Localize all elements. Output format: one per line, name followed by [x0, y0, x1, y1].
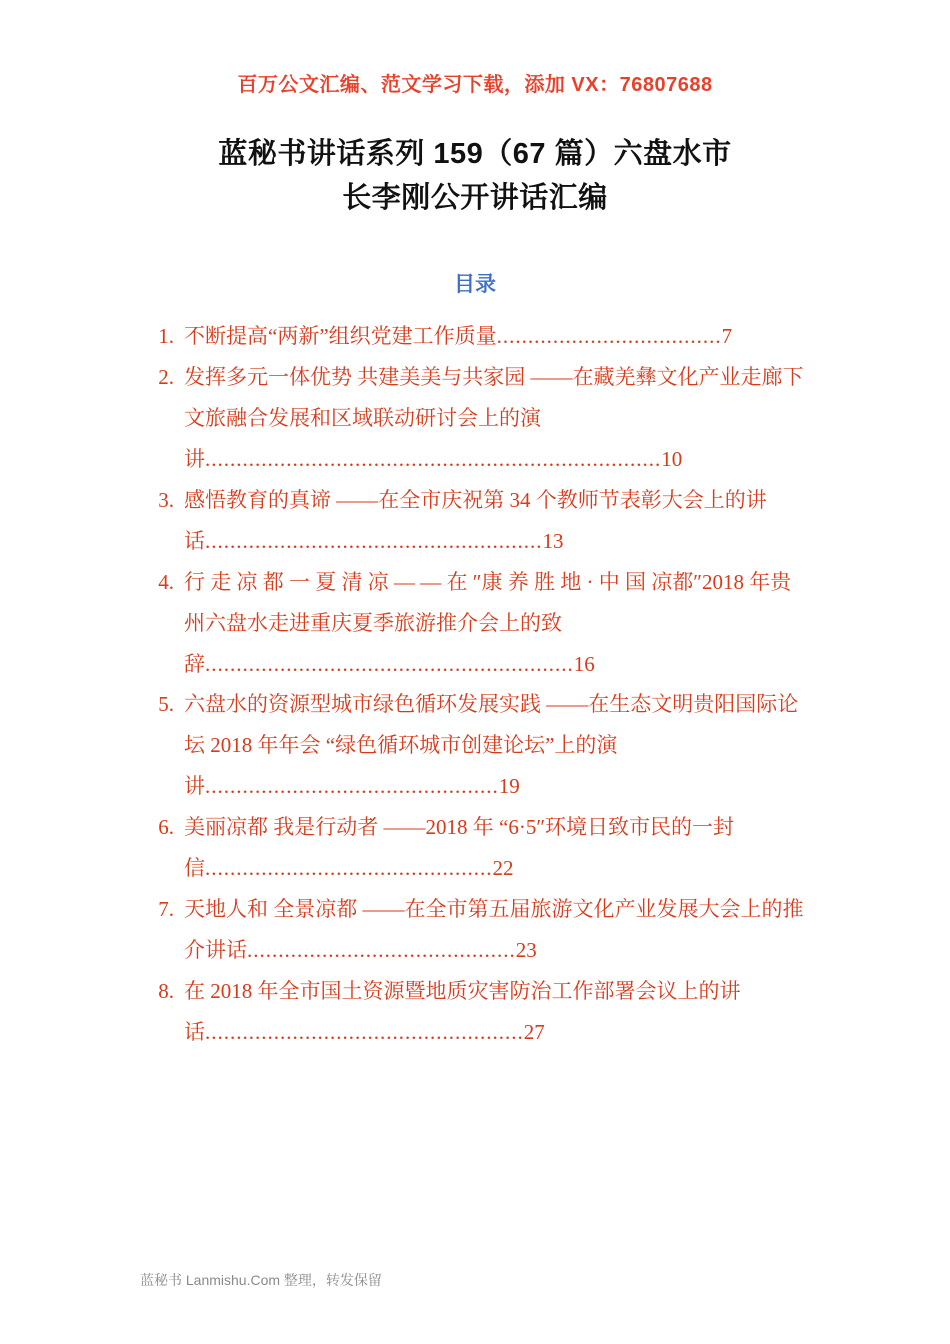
- toc-body: [184, 480, 810, 562]
- toc-title-bold: ——在全市庆祝第 34 个教师节表彰大会上的讲话: [184, 487, 767, 553]
- toc-dot-leader: ......................................................: [205, 528, 543, 553]
- toc-number: 4.: [158, 569, 174, 594]
- toc-entry-1[interactable]: [140, 316, 810, 357]
- toc-title-tail: 2018 年贵州六盘水走进重庆夏季旅游推介会上的致辞: [184, 569, 792, 676]
- toc-page-number: 7: [721, 324, 733, 348]
- toc-entry-2[interactable]: [140, 357, 810, 480]
- page-title-line-2: 长李刚公开讲话汇编: [342, 181, 608, 214]
- toc-title-plain: 天地人和 全景凉都: [184, 897, 363, 922]
- page-title: [140, 133, 810, 220]
- toc-number: 6.: [158, 815, 174, 840]
- toc-heading: 目录: [454, 273, 496, 296]
- toc-entry-8[interactable]: [140, 971, 810, 1053]
- toc-body: [184, 971, 810, 1053]
- toc-title-plain: 发挥多元一体优势 共建美美与共家园: [184, 364, 531, 389]
- toc-page-number: 23: [515, 938, 537, 963]
- page-footer: 蓝秘书 Lanmishu.Com 整理，转发保留: [140, 1272, 382, 1288]
- toc-body: [184, 684, 810, 807]
- toc-number: 3.: [158, 487, 174, 512]
- toc-dot-leader: ....................................: [496, 324, 722, 348]
- toc-dot-leader: ...............................................: [205, 774, 499, 799]
- toc-number: 8.: [158, 979, 174, 1003]
- toc-number: 7.: [158, 897, 174, 922]
- toc-dot-leader: .........................................................................: [205, 446, 662, 471]
- toc-entry-3[interactable]: [140, 480, 810, 562]
- table-of-contents: [140, 316, 810, 1053]
- toc-page-number: 22: [492, 856, 514, 881]
- toc-title-plain: 美丽凉都 我是行动者: [184, 815, 384, 840]
- promo-banner: 百万公文汇编、范文学习下载，添加 VX：76807688: [237, 74, 713, 96]
- toc-dot-leader: ...........................................................: [205, 651, 574, 676]
- toc-page-number: 13: [542, 528, 564, 553]
- toc-body: [184, 889, 810, 971]
- toc-title-bold: ——在藏羌彝文化产业走廊下文旅融合发展和区域联动研讨会上的演讲: [184, 364, 804, 471]
- toc-number: 5.: [158, 692, 174, 717]
- toc-page-number: 10: [661, 446, 683, 471]
- toc-page-number: 27: [523, 1019, 545, 1044]
- toc-body: [184, 562, 810, 685]
- toc-dot-leader: ..............................................: [205, 856, 493, 881]
- toc-title-plain: 在 2018 年全市国土资源暨地质灾害防治工作部署会议上的讲话: [184, 979, 741, 1044]
- toc-title-plain: 不断提高“两新”组织党建工作质量: [184, 324, 497, 348]
- toc-entry-7[interactable]: [140, 889, 810, 971]
- page-title-line-1: 蓝秘书讲话系列 159（67 篇）六盘水市: [218, 138, 732, 170]
- toc-title-bold: ——在生态文明贵阳国际论坛 2018 年年会 “绿色循环城市创建论坛”上的演讲: [184, 692, 799, 799]
- toc-title-bold: ——2018 年 “6·5″环境日致市民的一封信: [184, 815, 735, 881]
- toc-dot-leader: ...........................................: [247, 938, 516, 963]
- toc-body: [184, 357, 810, 480]
- toc-dot-leader: ...................................................: [205, 1019, 524, 1044]
- toc-title-bold: — — 在 ″康 养 胜 地 · 中 国 凉都″: [394, 569, 702, 594]
- toc-title-plain: 六盘水的资源型城市绿色循环发展实践: [184, 692, 547, 717]
- toc-entry-4[interactable]: [140, 562, 810, 685]
- toc-page-number: 16: [573, 651, 595, 676]
- toc-title-plain: 行 走 凉 都 一 夏 清 凉: [184, 569, 394, 594]
- toc-number: 1.: [158, 324, 174, 348]
- toc-title-plain: 感悟教育的真谛: [184, 487, 337, 512]
- toc-entry-6[interactable]: [140, 807, 810, 889]
- toc-number: 2.: [158, 364, 174, 389]
- toc-title-bold: ——在全市第五届旅游文化产业发展大会上的推介讲话: [184, 897, 804, 963]
- toc-body: [184, 316, 810, 357]
- toc-entry-5[interactable]: [140, 684, 810, 807]
- toc-page-number: 19: [498, 774, 520, 799]
- toc-body: [184, 807, 810, 889]
